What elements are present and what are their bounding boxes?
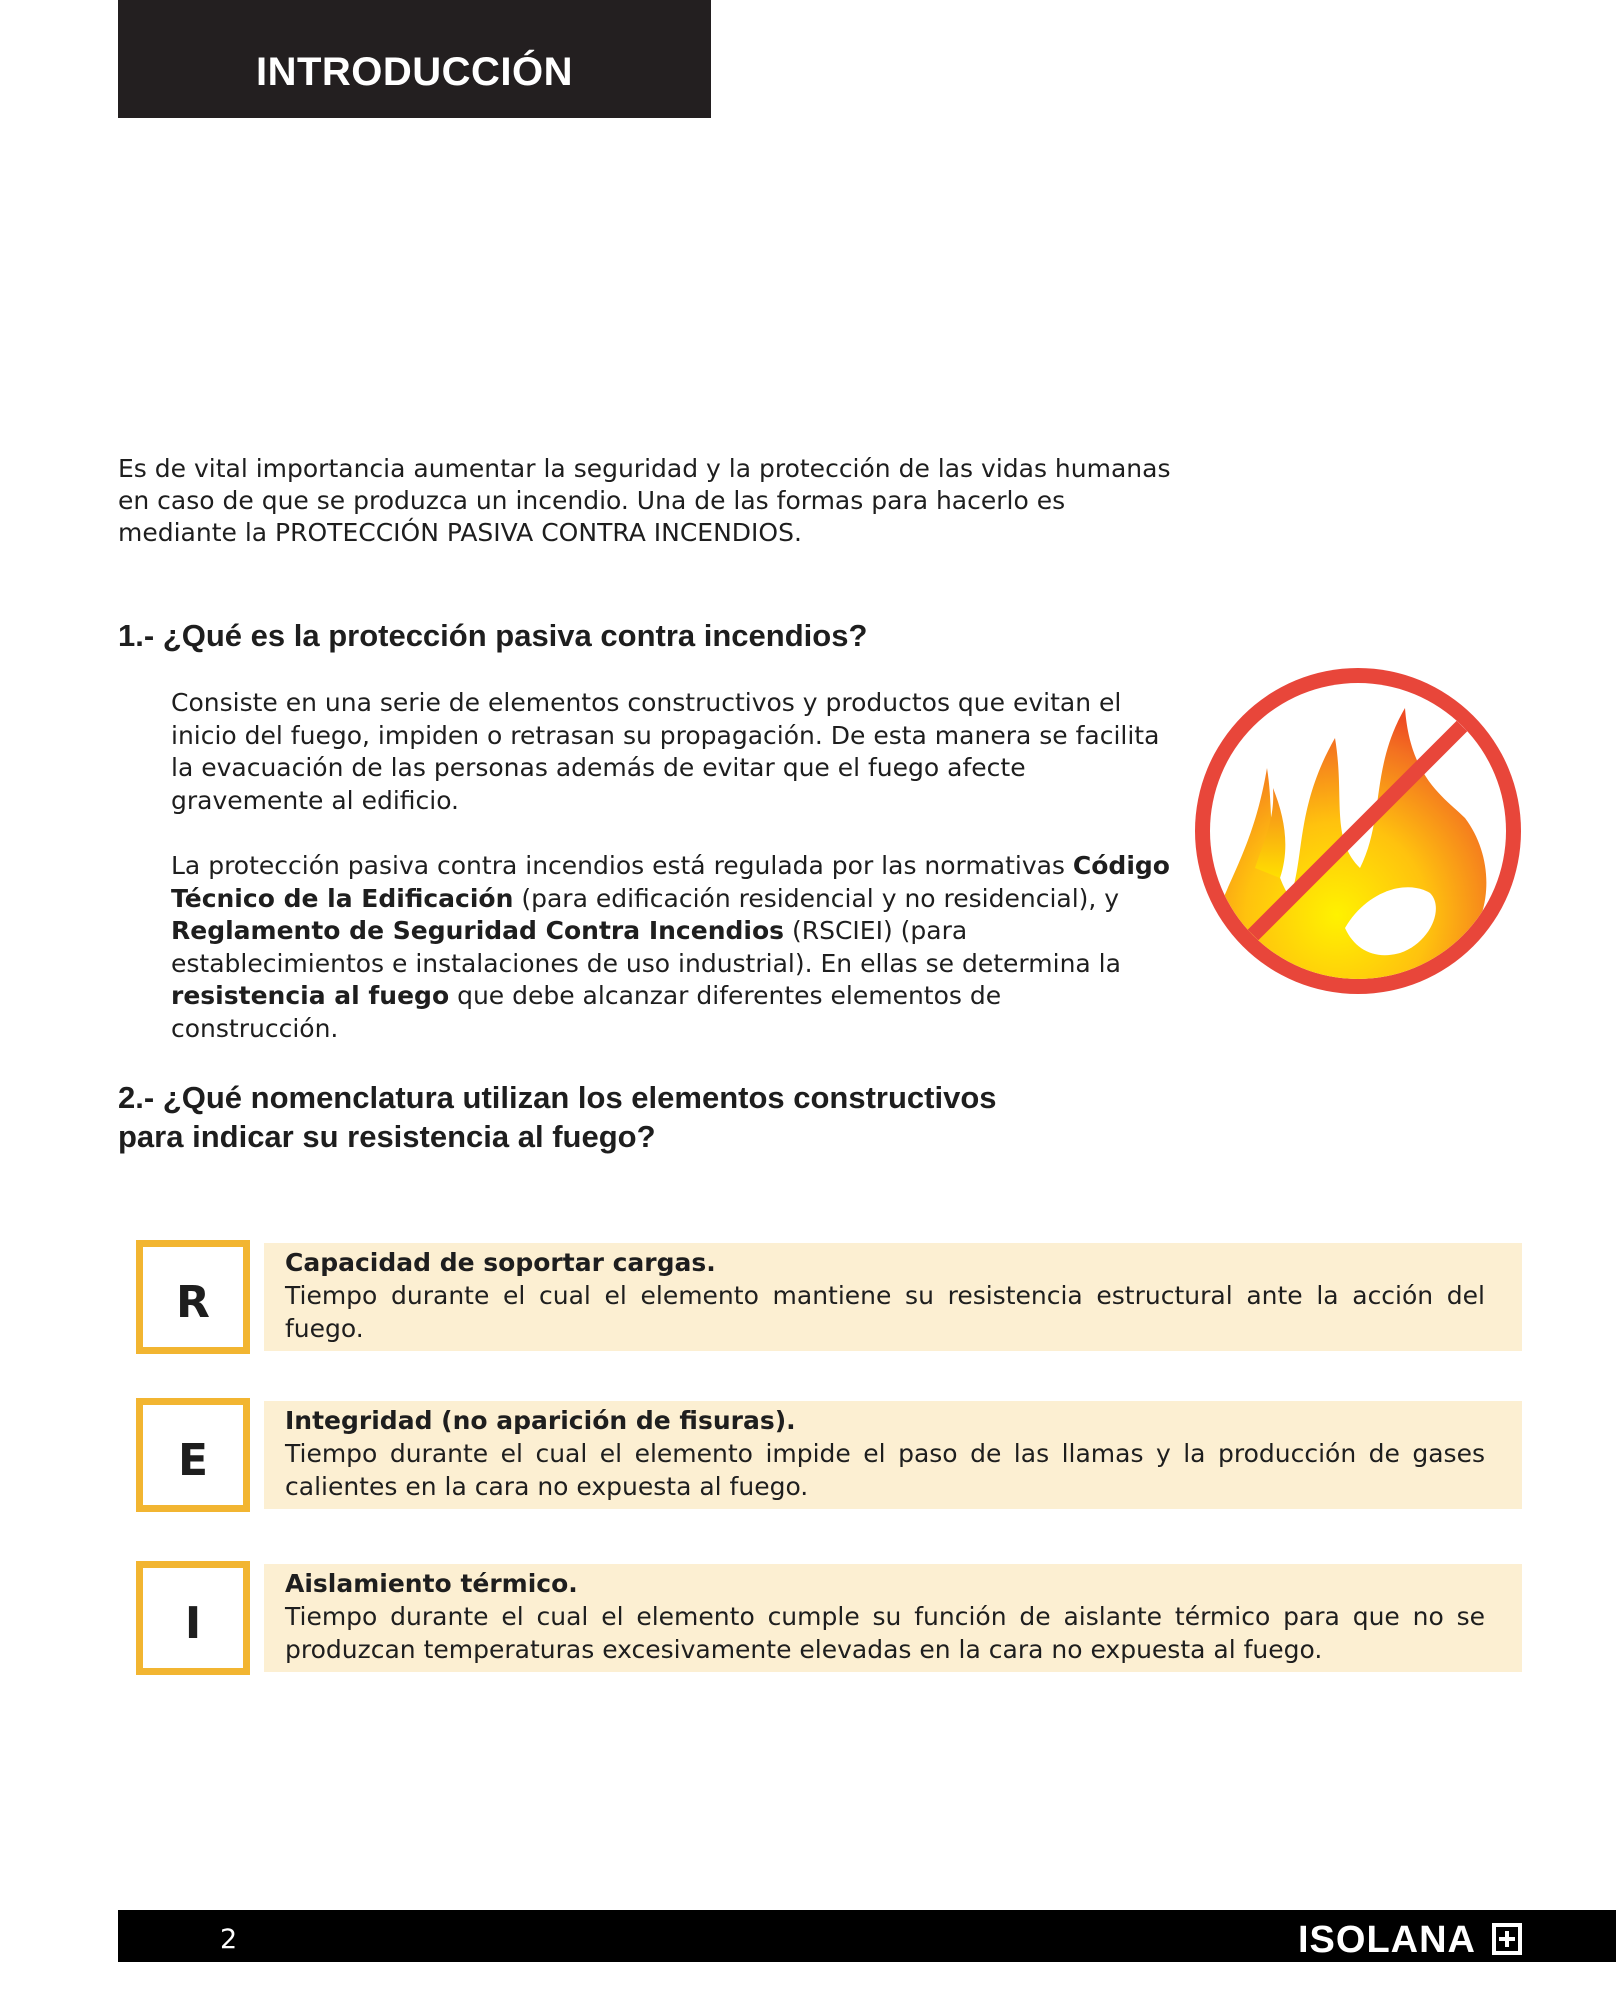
nomenclature-letter: E [177,1435,209,1486]
header-bar [118,0,711,118]
p2-bold-cte: Código Técnico de la Edificación [171,851,1170,913]
p2-text-4: que debe alcanzar diferentes elementos de construcción. [171,981,1002,1043]
definition-title: Integridad (no aparición de fisuras). [285,1406,796,1435]
p2-bold-resistencia: resistencia al fuego [171,981,450,1010]
page-number: 2 [220,1924,238,1955]
nomenclature-letter: I [184,1598,202,1649]
p2-text-1: La protección pasiva contra incendios está regulada por las normativas [171,851,1073,880]
p2-bold-rsci: Reglamento de Seguridad Contra Incendios [171,916,785,945]
letter-box [136,1398,250,1512]
brand-wordmark: ISOLANA [1298,1922,1476,1956]
definition-box [264,1243,1522,1351]
section2-heading-line1: 2.- ¿Qué nomenclatura utilizan los elementos constructivos [118,1080,997,1115]
definition-box [264,1401,1522,1509]
nomenclature-letter: R [176,1277,210,1328]
page-title: INTRODUCCIÓN [255,50,574,94]
no-fire-icon [1195,668,1521,994]
definition-box [264,1564,1522,1672]
section1-paragraph1: Consiste en una serie de elementos constructivos y productos que evitan el inicio del fuego, impiden o retrasan su propagación. De esta manera se facilita la evacuación de las personas además de evitar que el fuego afecte gravemente al edificio. [171,688,1160,815]
nomenclature-row-e [136,1398,1522,1512]
section2-heading-line2: para indicar su resistencia al fuego? [118,1119,656,1154]
definition-title: Aislamiento térmico. [285,1569,578,1598]
section2-heading [118,1078,1078,1156]
nomenclature-row-r [136,1240,1522,1354]
p2-text-3: (RSCIEI) (para establecimientos e instalaciones de uso industrial). En ellas se determina la [171,916,1121,978]
definition-text: Tiempo durante el cual el elemento impide el paso de las llamas y la producción de gases calientes en la cara no expuesta al fuego. [285,1439,1485,1501]
section1-heading: 1.- ¿Qué es la protección pasiva contra incendios? [118,618,868,653]
letter-box [136,1561,250,1675]
intro-paragraph: Es de vital importancia aumentar la seguridad y la protección de las vidas humanas en caso de que se produzca un incendio. Una de las formas para hacerlo es mediante la PROTECCIÓN PASIVA CONTRA INCENDIOS. [118,454,1171,547]
footer-bar [118,1910,1616,1962]
nomenclature-row-i [136,1561,1522,1675]
isolana-logo [1298,1922,1548,1956]
letter-box [136,1240,250,1354]
definition-text: Tiempo durante el cual el elemento cumple su función de aislante térmico para que no se produzcan temperaturas excesivamente elevadas en la cara no expuesta al fuego. [285,1602,1485,1664]
definition-title: Capacidad de soportar cargas. [285,1248,716,1277]
p2-text-2: (para edificación residencial y no residencial), y [513,883,1120,913]
definition-text: Tiempo durante el cual el elemento mantiene su resistencia estructural ante la acción del fuego. [285,1281,1485,1343]
section1-paragraph2 [171,850,1171,1045]
